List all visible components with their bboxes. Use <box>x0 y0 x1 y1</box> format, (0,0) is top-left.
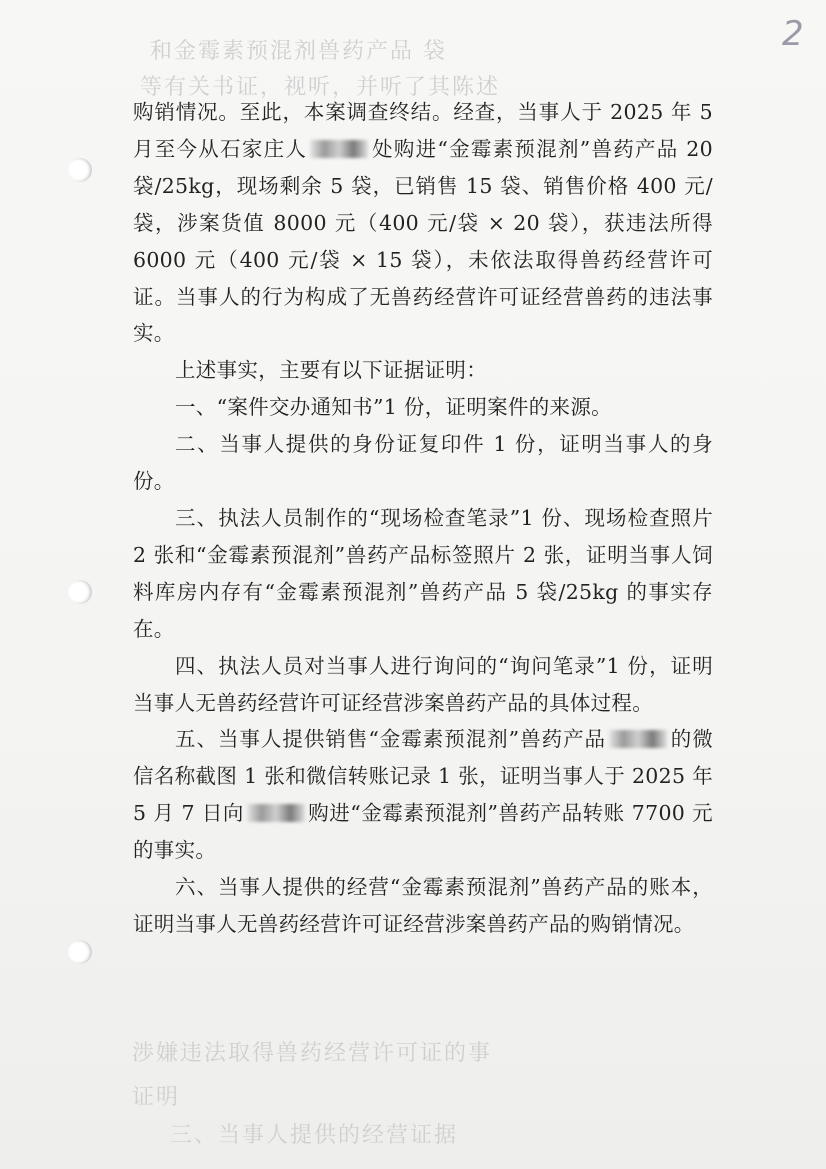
paragraph: 上述事实，主要有以下证据证明： <box>175 358 487 383</box>
body-text <box>133 94 713 943</box>
paragraph: 四、执法人员对当事人进行询问的“询问笔录”1 份，证明当事人无兽药经营许可证经营涉案兽药产品的具体过程。 <box>133 653 713 715</box>
redacted-name <box>310 140 368 158</box>
bleed-through-text: 三、当事人提供的经营证据 <box>170 1123 459 1148</box>
paragraph: 三、执法人员制作的“现场检查笔录”1 份、现场检查照片 2 张和“金霉素预混剂”兽药产品标签照片 2 张，证明当事人饲料库房内存有“金霉素预混剂”兽药产品 5 袋/25kg 的事实存在。 <box>133 505 713 641</box>
binding-hole <box>68 580 92 604</box>
paragraph: 六、当事人提供的经营“金霉素预混剂”兽药产品的账本，证明当事人无兽药经营许可证经营涉案兽药产品的购销情况。 <box>133 875 713 936</box>
paragraph: 二、当事人提供的身份证复印件 1 份，证明当事人的身份。 <box>133 432 713 494</box>
paragraph: 购销情况。至此，本案调查终结。经查，当事人于 2025 年 5 月至今从石家庄人 处购进“金霉素预混剂”兽药产品 20 袋/25kg，现场剩余 5 袋，已销售 15 袋、销售价格 400 元/袋，涉案货值 8000 元（400 元/袋 × 20 袋），获违法所得 6000 元（400 元/袋 × 15 袋），未依法取得兽药经营许可证。当事人的行为构成了无兽药经营许可证经营兽药的违法事实。 <box>133 100 713 346</box>
bleed-through-text: 和金霉素预混剂兽药产品 袋 <box>150 39 447 64</box>
page-number: 2 <box>782 14 804 54</box>
redacted-name <box>247 804 305 822</box>
bleed-through-text: 证明 <box>132 1085 181 1110</box>
paragraph: 一、“案件交办通知书”1 份，证明案件的来源。 <box>175 395 612 420</box>
redacted-name <box>609 730 667 748</box>
binding-hole <box>68 158 92 182</box>
bleed-through-text: 等有关书证，视听，并听了其陈述 <box>140 75 501 100</box>
bleed-through-text: 渉嫌违法取得兽药经营许可证的事 <box>132 1041 493 1066</box>
binding-hole <box>68 940 92 964</box>
paragraph: 五、当事人提供销售“金霉素预混剂”兽药产品 的微信名称截图 1 张和微信转账记录 1 张，证明当事人于 2025 年 5 月 7 日向 购进“金霉素预混剂”兽药产品转账 7700 元的事实。 <box>133 727 713 863</box>
